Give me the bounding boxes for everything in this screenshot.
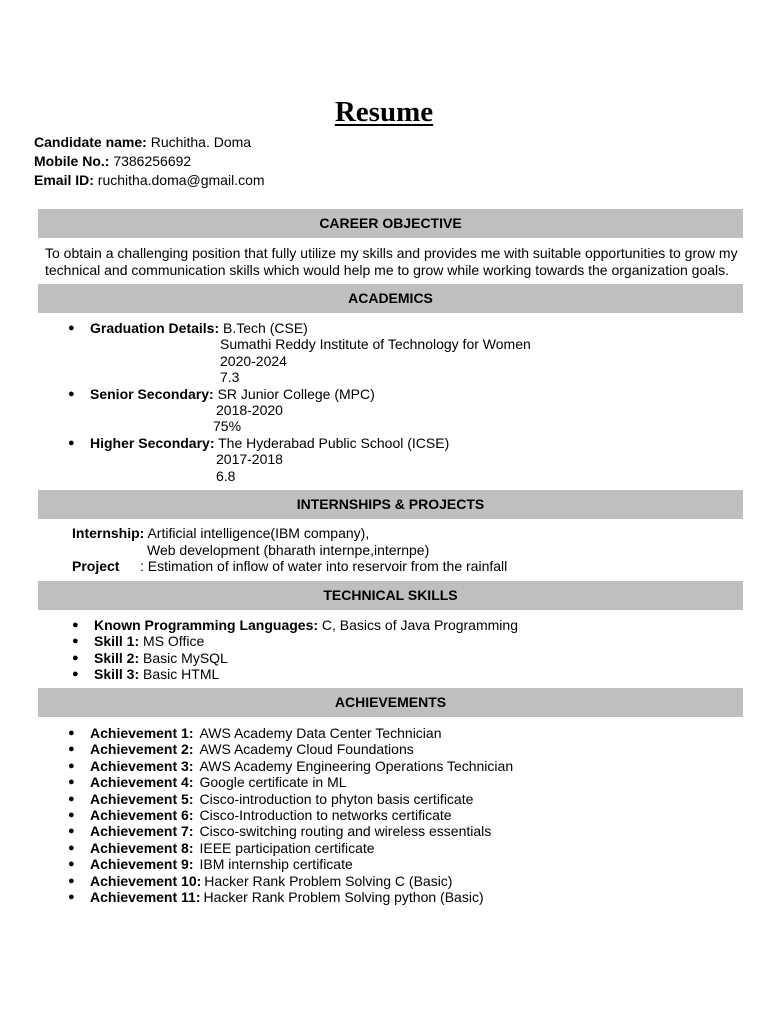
contact-block: [34, 133, 265, 190]
list-item: [68, 320, 531, 386]
achievement-value: IEEE participation certificate: [199, 839, 375, 856]
bullet: ●: [72, 619, 79, 631]
list-item: [68, 839, 513, 856]
career-objective-line: technical and communication skills which would help me to grow while working towards the organization goals.: [45, 262, 730, 278]
skill-value: Basic HTML: [143, 666, 220, 683]
contact-label: Mobile No.:: [34, 153, 110, 169]
list-item: [68, 434, 531, 484]
bullet: ●: [72, 651, 79, 664]
bullet: ●: [68, 792, 75, 805]
bullet: ●: [68, 809, 75, 822]
skill-value: Basic MySQL: [143, 649, 228, 666]
achievement-label: Achievement 4:: [90, 774, 194, 791]
achievements-list: [68, 725, 514, 906]
resume-title: Resume: [334, 96, 434, 128]
bullet: ●: [68, 776, 75, 789]
contact-name: [34, 133, 265, 152]
achievement-label: Achievement 3:: [90, 757, 194, 774]
section-header-career-objective: CAREER OBJECTIVE: [38, 209, 743, 238]
contact-value: ruchitha.doma@gmail.com: [97, 172, 265, 188]
list-item: [68, 889, 513, 906]
academics-list: [68, 320, 531, 484]
list-item: [68, 725, 513, 741]
achievement-label: Achievement 5:: [90, 790, 194, 807]
skill-value: MS Office: [143, 633, 205, 650]
academic-detail: 2017-2018: [216, 451, 283, 468]
academic-label: Higher Secondary:: [90, 434, 215, 451]
list-item: [68, 807, 513, 824]
career-objective-line: To obtain a challenging position that fully utilize my skills and provides me with suitable opportunities to grow my: [45, 245, 738, 261]
academic-value: B.Tech (CSE): [223, 320, 308, 336]
academic-detail: 75%: [213, 418, 242, 435]
achievement-value: AWS Academy Cloud Foundations: [199, 741, 414, 758]
achievement-value: Hacker Rank Problem Solving C (Basic): [204, 872, 453, 889]
list-item: [68, 741, 513, 758]
bullet: ●: [72, 635, 79, 648]
achievement-label: Achievement 6:: [90, 807, 194, 824]
bullet: ●: [68, 874, 75, 887]
list-item: [68, 774, 513, 791]
achievement-value: AWS Academy Engineering Operations Technician: [199, 757, 514, 774]
bullet: ●: [68, 891, 75, 904]
academic-label: Graduation Details:: [90, 320, 220, 336]
achievement-value: Cisco-Introduction to networks certificate: [199, 807, 452, 824]
bullet: ●: [68, 387, 75, 400]
academic-value: The Hyderabad Public School (ICSE): [218, 434, 450, 451]
list-item: [72, 633, 518, 650]
project-label: Project: [72, 558, 120, 574]
contact-mobile: [34, 152, 265, 171]
bullet: ●: [68, 841, 75, 854]
skill-value: C, Basics of Java Programming: [321, 617, 518, 633]
achievement-value: Cisco-introduction to phyton basis certificate: [199, 790, 474, 807]
bullet: ●: [68, 825, 75, 838]
achievement-value: AWS Academy Data Center Technician: [199, 725, 442, 741]
bullet: ●: [72, 668, 79, 681]
skill-label: Skill 1:: [94, 633, 140, 650]
bullet: ●: [68, 759, 75, 772]
project-value: : Estimation of inflow of water into reservoir from the rainfall: [140, 558, 508, 574]
skill-label: Known Programming Languages:: [94, 617, 319, 633]
academic-detail: 7.3: [220, 369, 240, 386]
academic-label: Senior Secondary:: [90, 385, 214, 402]
contact-label: Email ID:: [34, 172, 94, 188]
skills-list: [72, 617, 518, 683]
internship-row-2: Web development (bharath internpe,internpe): [147, 542, 430, 558]
career-objective-text: [45, 245, 745, 279]
section-header-technical-skills: TECHNICAL SKILLS: [38, 581, 743, 610]
project-row: [72, 558, 508, 575]
list-item: [68, 385, 531, 435]
skill-label: Skill 3:: [94, 666, 140, 683]
list-item: [72, 617, 518, 633]
achievement-label: Achievement 11:: [90, 889, 201, 906]
achievement-value: Cisco-switching routing and wireless essentials: [199, 823, 492, 840]
list-item: [68, 872, 513, 889]
list-item: [68, 856, 513, 873]
achievement-label: Achievement 8:: [90, 839, 194, 856]
bullet: ●: [68, 727, 75, 739]
list-item: [68, 757, 514, 774]
achievement-value: Hacker Rank Problem Solving python (Basic): [203, 889, 484, 906]
internship-row: [72, 525, 369, 542]
contact-email: [34, 171, 265, 190]
list-item: [68, 790, 513, 807]
achievement-label: Achievement 10:: [90, 872, 202, 889]
academic-detail: 6.8: [216, 467, 236, 484]
contact-value: 7386256692: [113, 153, 192, 169]
achievement-label: Achievement 2:: [90, 741, 194, 758]
bullet: ●: [68, 322, 75, 334]
bullet: ●: [68, 858, 75, 871]
achievement-value: Google certificate in ML: [199, 774, 347, 791]
achievement-label: Achievement 1:: [90, 725, 194, 741]
achievement-label: Achievement 9:: [90, 856, 194, 873]
academic-value: SR Junior College (MPC): [217, 385, 375, 402]
skill-label: Skill 2:: [94, 649, 140, 666]
internship-value: Artificial intelligence(IBM company),: [147, 525, 370, 541]
achievement-value: IBM internship certificate: [199, 856, 353, 873]
section-header-internships-projects: INTERNSHIPS & PROJECTS: [38, 490, 743, 519]
list-item: [72, 649, 518, 666]
academic-detail: 2018-2020: [216, 402, 283, 419]
internship-label: Internship:: [72, 525, 145, 541]
list-item: [72, 666, 518, 683]
bullet: ●: [68, 436, 75, 449]
list-item: [68, 823, 513, 840]
contact-value: Ruchitha. Doma: [150, 134, 252, 150]
section-header-achievements: ACHIEVEMENTS: [38, 688, 743, 717]
academic-detail: Sumathi Reddy Institute of Technology for Women: [220, 336, 531, 353]
contact-label: Candidate name:: [34, 134, 147, 150]
academic-detail: 2020-2024: [220, 352, 287, 369]
section-header-academics: ACADEMICS: [38, 284, 743, 313]
bullet: ●: [68, 743, 75, 756]
achievement-label: Achievement 7:: [90, 823, 194, 840]
